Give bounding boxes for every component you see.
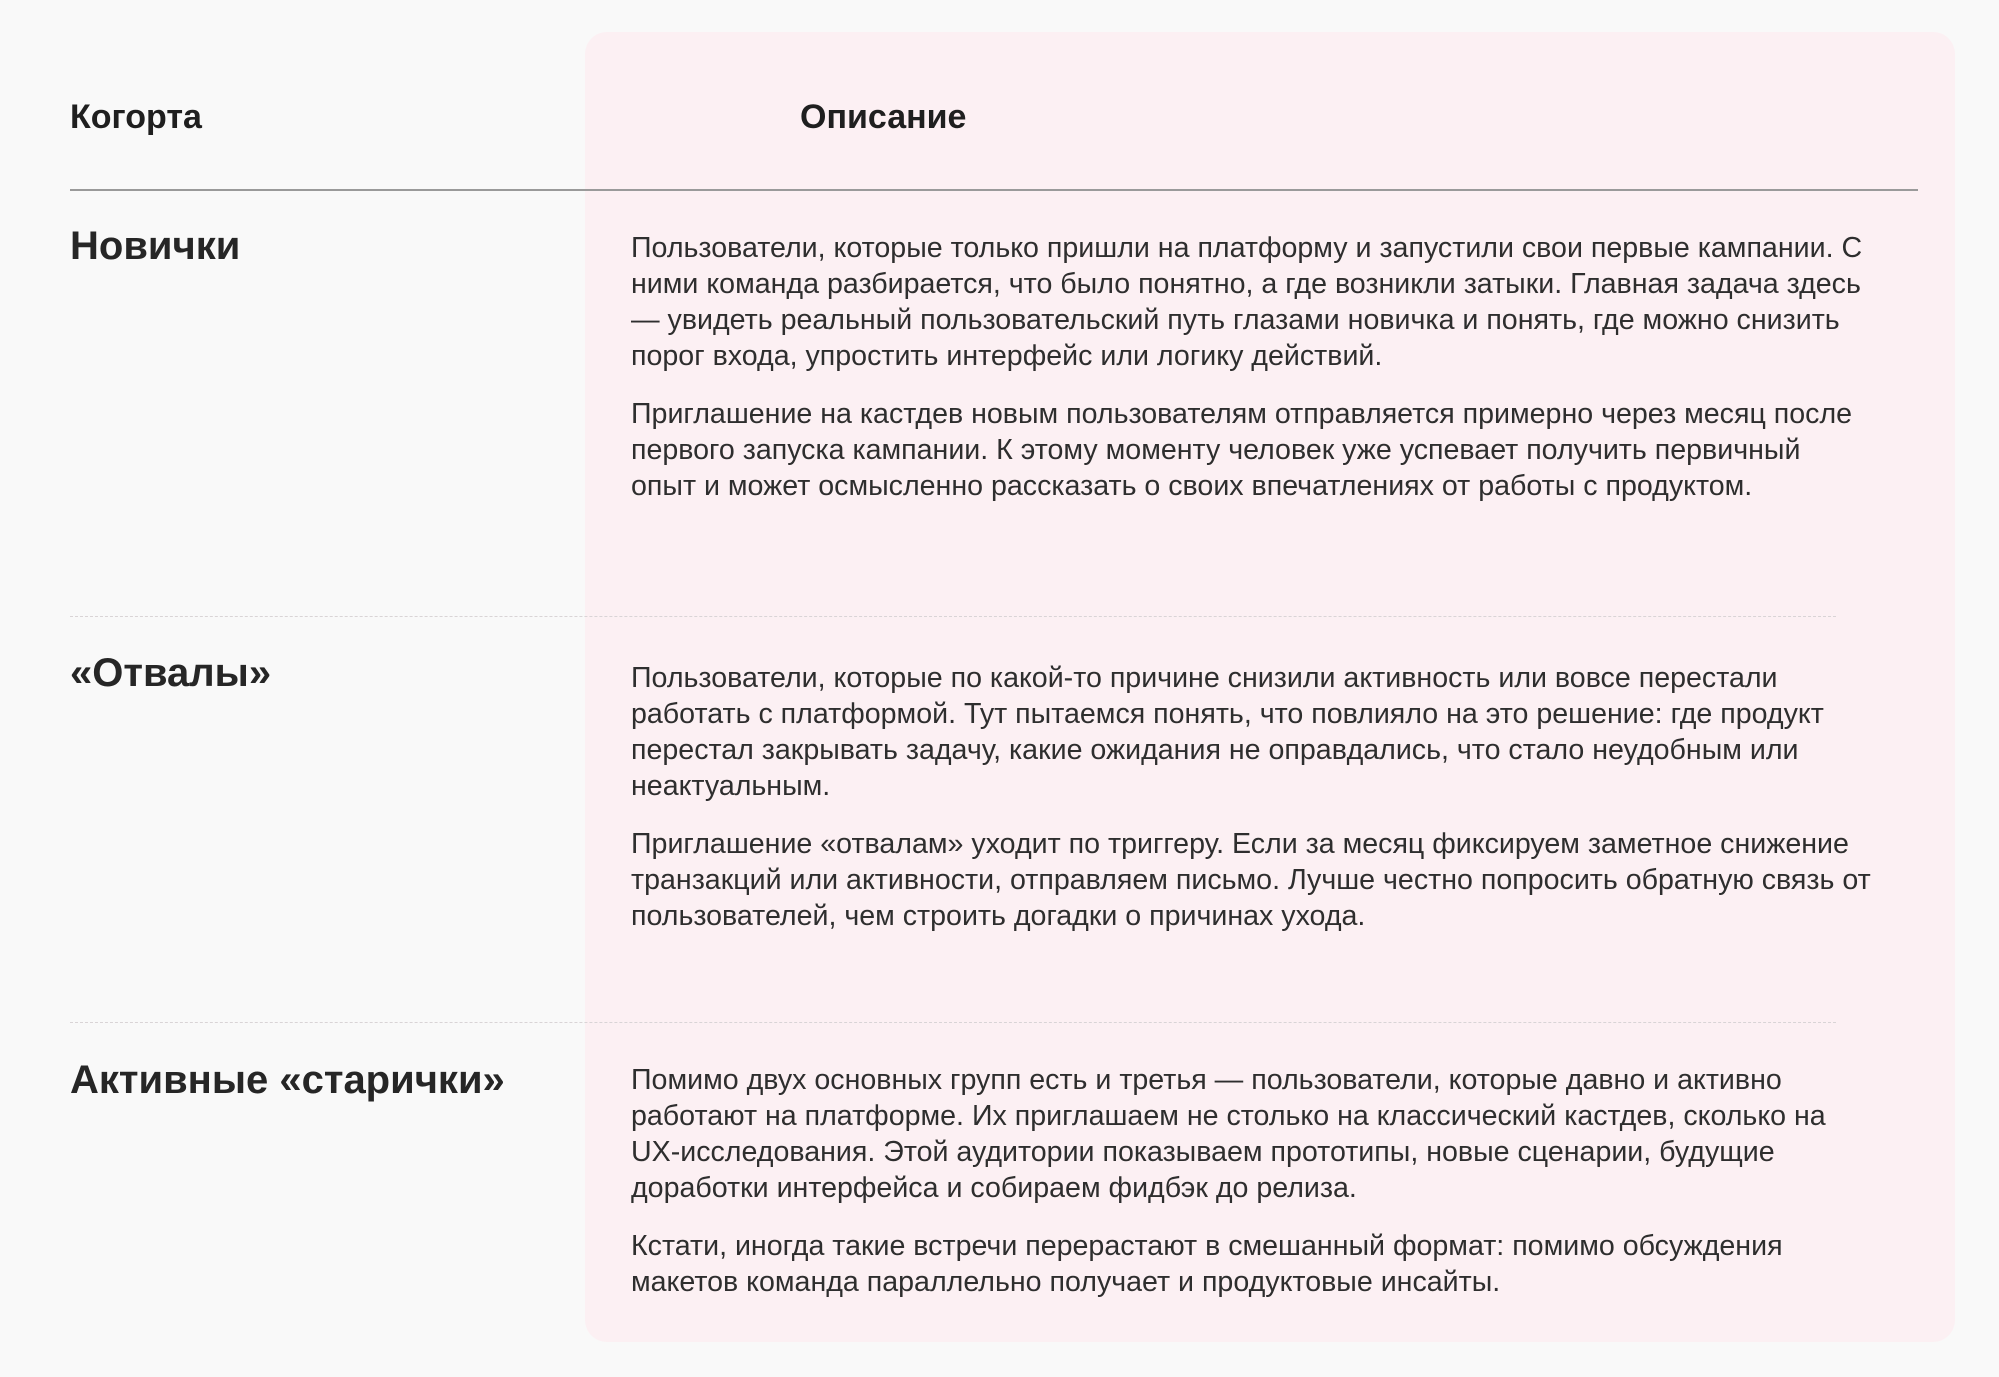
cohort-description-active-veterans bbox=[631, 1062, 1871, 1300]
description-paragraph: Приглашение «отвалам» уходит по триггеру. Если за месяц фиксируем заметное снижение транзакций или активности, отправляем письмо. Лучше честно попросить обратную связь от пользователей, чем строить догадки о причинах ухода. bbox=[631, 828, 1871, 932]
header-divider bbox=[70, 189, 1918, 191]
column-header-description: Описание bbox=[800, 98, 967, 136]
description-paragraph: Помимо двух основных групп есть и третья — пользователи, которые давно и активно работают на платформе. Их приглашаем не столько на классический кастдев, сколько на UX-исследования. Этой аудитории показываем прототипы, новые сценарии, будущие доработки интерфейса и собираем фидбэк до релиза. bbox=[631, 1064, 1826, 1204]
cohort-description-newcomers bbox=[631, 230, 1871, 504]
row-divider bbox=[70, 1022, 1836, 1023]
cohort-name-dropouts: «Отвалы» bbox=[70, 651, 272, 695]
description-paragraph: Пользователи, которые по какой-то причине снизили активность или вовсе перестали работать с платформой. Тут пытаемся понять, что повлияло на это решение: где продукт перестал закрывать задачу, какие ожидания не оправдались, что стало неудобным или неактуальным. bbox=[631, 662, 1824, 802]
cohort-name-newcomers: Новички bbox=[70, 224, 241, 268]
cohort-name-active-veterans: Активные «старички» bbox=[70, 1058, 505, 1102]
description-paragraph: Пользователи, которые только пришли на платформу и запустили свои первые кампании. С ними команда разбирается, что было понятно, а где возникли затыки. Главная задача здесь — увидеть реальный пользовательский путь глазами новичка и понять, где можно снизить порог входа, упростить интерфейс или логику действий. bbox=[631, 232, 1863, 372]
description-paragraph: Приглашение на кастдев новым пользователям отправляется примерно через месяц после первого запуска кампании. К этому моменту человек уже успевает получить первичный опыт и может осмысленно рассказать о своих впечатлениях от работы с продуктом. bbox=[631, 398, 1853, 502]
cohort-description-dropouts bbox=[631, 660, 1871, 934]
column-header-cohort: Когорта bbox=[70, 98, 202, 136]
row-divider bbox=[70, 616, 1836, 617]
description-paragraph: Кстати, иногда такие встречи перерастают в смешанный формат: помимо обсуждения макетов команда параллельно получает и продуктовые инсайты. bbox=[631, 1230, 1783, 1298]
